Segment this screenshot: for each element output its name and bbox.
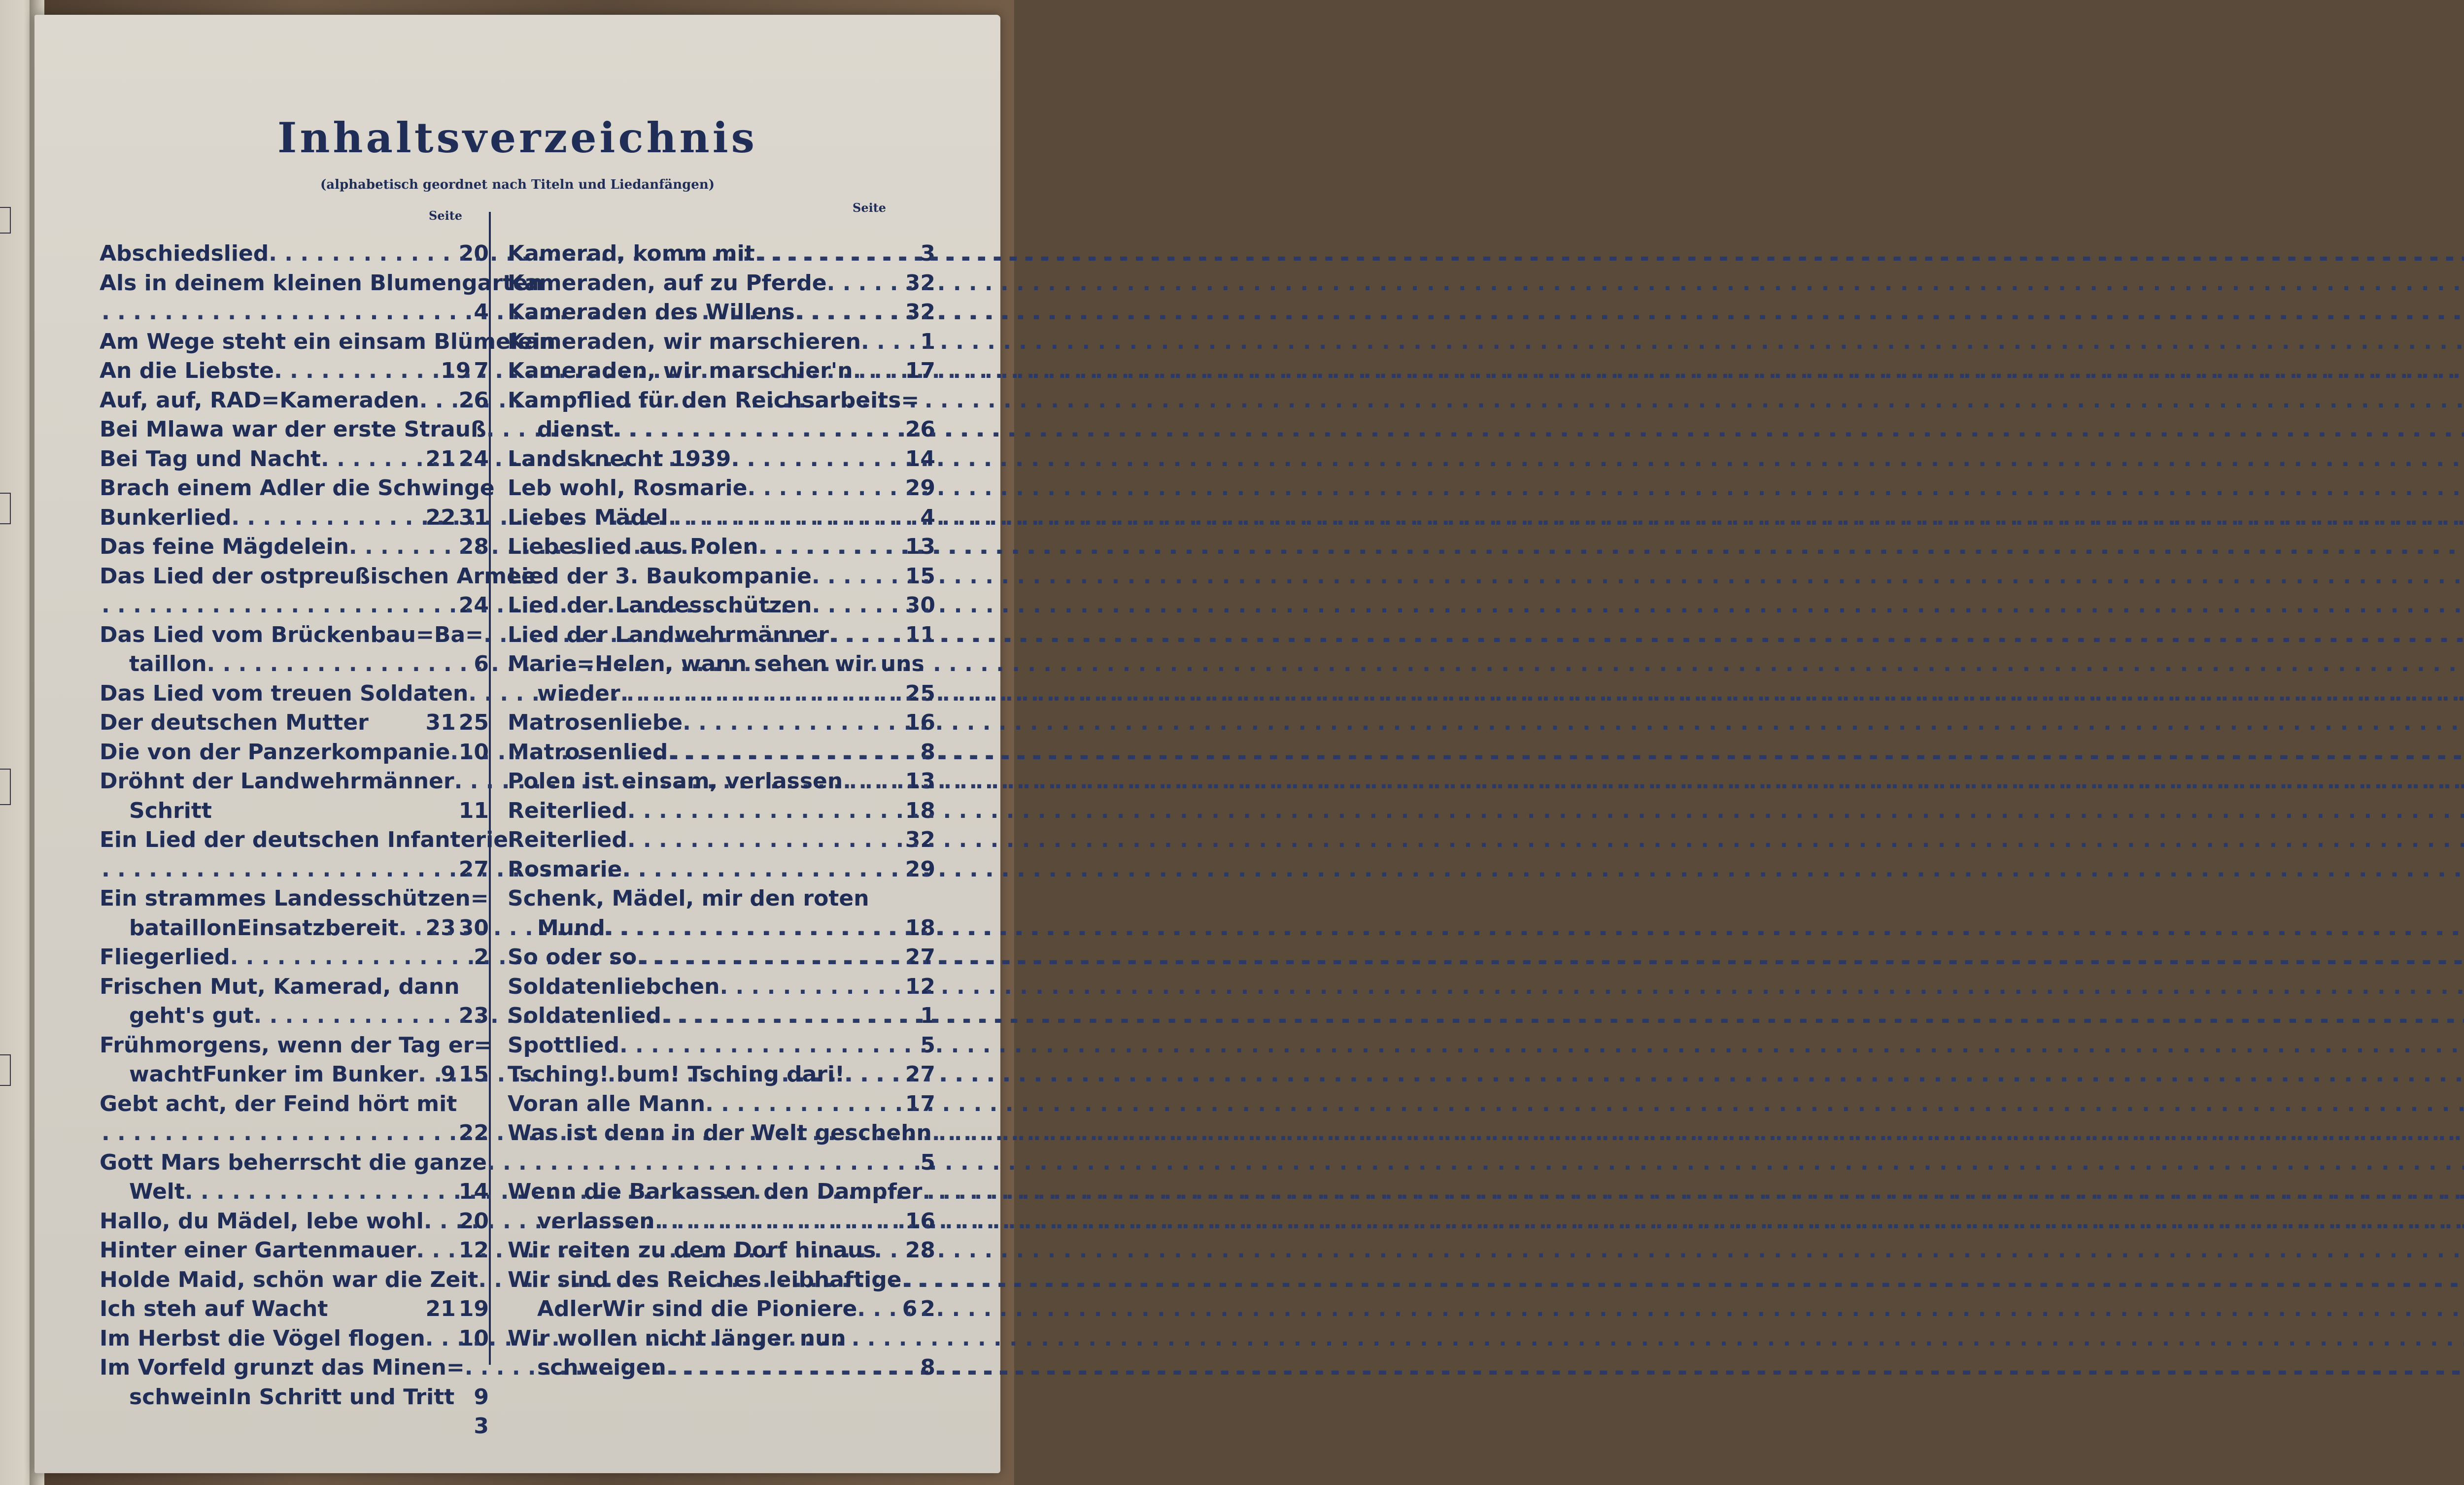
index-entry-line xyxy=(508,386,935,415)
right-column-header: Seite xyxy=(853,201,887,215)
index-entry xyxy=(508,620,935,650)
entry-dot-leader xyxy=(100,1118,489,1148)
index-entry xyxy=(508,562,935,591)
index-entry xyxy=(100,269,544,325)
entry-dot-leader xyxy=(100,356,489,386)
entry-page-number: 11 xyxy=(905,622,935,647)
entry-dot-leader xyxy=(100,884,489,913)
entry-title-continuation: bataillon xyxy=(129,915,237,941)
index-entry xyxy=(100,356,489,413)
entry-title: Lied der Landesschützen xyxy=(508,593,812,618)
entry-dot-leader xyxy=(100,825,489,855)
index-entry xyxy=(508,767,935,796)
index-entry xyxy=(508,1207,935,1263)
entry-page-number: 28 xyxy=(458,534,489,559)
entry-title-continuation: dienst xyxy=(537,417,614,442)
entry-title: Gebt acht, der Feind hört mit xyxy=(100,1091,457,1116)
entry-title: Bei Mlawa war der erste Strauß xyxy=(100,417,486,442)
entry-title: Kampflied für den Reichsarbeits= xyxy=(508,387,920,413)
entry-dot-leader xyxy=(100,943,489,972)
index-entry xyxy=(100,1060,489,1146)
entry-title-continuation: taillon xyxy=(129,651,207,676)
entry-title: Schenk, Mädel, mir den roten xyxy=(508,886,869,911)
entry-page-number: 9 xyxy=(474,1384,489,1410)
entry-dot-leader xyxy=(100,503,489,533)
entry-dot-leader xyxy=(100,473,489,503)
entry-page-number: 6 xyxy=(902,1296,918,1321)
entry-page-number: 26 xyxy=(905,417,935,442)
entry-page-number: 13 xyxy=(905,769,935,794)
entry-page-number: 19 xyxy=(458,1296,489,1321)
entry-title-continuation: verlassen xyxy=(537,1208,655,1234)
entry-dot-leader xyxy=(100,679,489,709)
index-entry xyxy=(508,1294,935,1324)
entry-title: Ein strammes Landesschützen= xyxy=(100,886,489,911)
index-entry xyxy=(508,738,935,767)
entry-dot-leader xyxy=(100,444,489,474)
entry-title: An die Liebste xyxy=(100,358,274,383)
index-entry-line xyxy=(508,1236,935,1292)
entry-dot-leader xyxy=(100,1001,489,1031)
entry-page-number: 10 xyxy=(458,739,489,765)
entry-dot-leader xyxy=(100,298,489,327)
index-entry xyxy=(508,415,935,444)
entry-page-number: 26 xyxy=(458,387,489,413)
entry-page-number: 30 xyxy=(905,593,935,618)
entry-title: Liebeslied aus Polen xyxy=(508,534,758,559)
entry-title: Soldatenlied xyxy=(508,1003,661,1028)
entry-page-number: 22 xyxy=(425,505,456,530)
entry-page-number: 21 xyxy=(425,446,456,472)
index-entry xyxy=(100,503,489,559)
entry-page-number: 27 xyxy=(905,945,935,970)
entry-dot-leader xyxy=(100,591,489,620)
index-entry xyxy=(508,473,935,503)
entry-title-continuation: Adler xyxy=(537,1296,603,1321)
entry-page-number: 16 xyxy=(905,1208,935,1234)
right-index-column xyxy=(508,239,935,1383)
index-entry-line xyxy=(508,884,935,913)
entry-title: Das Lied vom Brückenbau=Ba= xyxy=(100,622,483,647)
index-entry xyxy=(508,356,935,386)
index-entry xyxy=(100,532,536,618)
entry-title: Das feine Mägdelein xyxy=(100,534,349,559)
entry-page-number: 5 xyxy=(920,1149,935,1175)
entry-page-number: 4 xyxy=(920,505,935,530)
entry-page-number: 12 xyxy=(905,974,935,999)
entry-title: Ein Lied der deutschen Infanterie xyxy=(100,827,509,852)
entry-title: Als in deinem kleinen Blumengarten xyxy=(100,270,544,296)
entry-title: Wenn die Barkassen den Dampfer xyxy=(508,1179,923,1204)
entry-page-number: 9 xyxy=(441,1062,456,1087)
entry-title: Kameraden, wir marschieren xyxy=(508,329,861,354)
entry-dot-leader xyxy=(508,1265,935,1295)
entry-page-number: 24 xyxy=(458,446,489,472)
entry-title: Matrosenlied xyxy=(508,739,668,765)
entry-page-number: 32 xyxy=(905,300,935,325)
entry-page-number: 6 xyxy=(474,651,489,676)
entry-title: Matrosenliebe xyxy=(508,710,683,735)
left-page-mark xyxy=(0,493,11,524)
entry-title: Holde Maid, schön war die Zeit xyxy=(100,1267,479,1292)
entry-page-number: 23 xyxy=(458,1003,489,1028)
entry-title: Kamerad, komm mit xyxy=(508,241,755,266)
entry-dot-leader xyxy=(100,1060,489,1089)
entry-page-number: 32 xyxy=(905,270,935,296)
entry-page-number: 23 xyxy=(425,915,456,941)
index-entry xyxy=(100,239,489,269)
left-page-mark xyxy=(0,207,11,234)
index-entry-line xyxy=(508,1148,935,1204)
entry-dot-leader xyxy=(100,649,489,679)
entry-page-number: 4 xyxy=(474,300,489,325)
entry-page-number: 2 xyxy=(920,1296,935,1321)
entry-title: Wir reiten zu dem Dorf hinaus xyxy=(508,1238,876,1263)
entry-title-continuation: schweigen xyxy=(537,1355,666,1380)
entry-title: Voran alle Mann xyxy=(508,1091,706,1116)
entry-dot-leader xyxy=(508,1207,935,1236)
entry-page-number: 17 xyxy=(905,1091,935,1116)
index-entry xyxy=(508,532,935,562)
entry-title: Auf, auf, RAD=Kameraden xyxy=(100,387,419,413)
entry-page-number: 8 xyxy=(920,1355,935,1380)
entry-title: Tsching! bum! Tsching dari! xyxy=(508,1062,845,1087)
index-entry xyxy=(508,943,935,972)
entry-page-number: 20 xyxy=(458,241,489,266)
entry-title: Wir sind die Pioniere xyxy=(602,1296,857,1321)
index-entry xyxy=(508,503,935,533)
entry-title: Fliegerlied xyxy=(100,945,230,970)
left-page-mark xyxy=(0,1054,11,1086)
entry-dot-leader xyxy=(100,386,489,415)
entry-title: Soldatenliebchen xyxy=(508,974,720,999)
entry-title: Die von der Panzerkompanie xyxy=(100,739,450,765)
entry-page-number: 3 xyxy=(920,241,935,266)
index-entry xyxy=(508,239,935,269)
entry-title-continuation: schwein xyxy=(129,1384,228,1410)
entry-title: Bunkerlied xyxy=(100,505,232,530)
entry-title: In Schritt und Tritt xyxy=(228,1384,455,1410)
index-entry-line xyxy=(508,1324,935,1353)
entry-page-number: 3 xyxy=(474,1414,489,1439)
entry-title: Liebes Mädel xyxy=(508,505,668,530)
index-entry xyxy=(508,327,935,357)
left-page-mark xyxy=(0,769,11,805)
entry-title: Rosmarie xyxy=(508,856,622,882)
entry-page-number: 2 xyxy=(474,945,489,970)
entry-page-number: 1 xyxy=(920,1003,935,1028)
entry-title-continuation: Schritt xyxy=(129,798,212,823)
entry-title: Spottlied xyxy=(508,1032,619,1058)
entry-dot-leader xyxy=(100,620,489,650)
entry-title: Lied der Landwehrmänner xyxy=(508,622,829,647)
entry-page-number: 1 xyxy=(920,329,935,354)
entry-dot-leader xyxy=(100,1031,489,1060)
entry-title: Abschiedslied xyxy=(100,241,269,266)
entry-dot-leader xyxy=(100,738,489,767)
entry-title-continuation: Mund xyxy=(537,915,605,941)
entry-title: Frischen Mut, Kamerad, dann xyxy=(100,974,460,999)
entry-page-number: 27 xyxy=(458,856,489,882)
entry-title: Hallo, du Mädel, lebe wohl xyxy=(100,1208,424,1234)
index-entry xyxy=(508,825,935,855)
entry-dot-leader xyxy=(100,855,489,884)
entry-title: Lied der 3. Baukompanie xyxy=(508,563,812,589)
entry-page-number: 32 xyxy=(905,827,935,852)
entry-dot-leader xyxy=(100,415,489,444)
entry-page-number: 29 xyxy=(905,475,935,501)
index-entry xyxy=(508,796,935,826)
entry-dot-leader xyxy=(100,1265,489,1295)
index-entry xyxy=(508,1060,935,1089)
index-entry xyxy=(508,298,935,327)
index-entry-line xyxy=(508,649,935,679)
entry-title: Am Wege steht ein einsam Blümelein xyxy=(100,329,556,354)
entry-page-number: 25 xyxy=(458,710,489,735)
index-entry xyxy=(508,444,935,474)
entry-page-number: 24 xyxy=(458,593,489,618)
entry-title: Das Lied der ostpreußischen Armee xyxy=(100,563,536,589)
entry-page-number: 15 xyxy=(905,563,935,589)
entry-page-number: 27 xyxy=(905,1062,935,1087)
index-entry xyxy=(508,1177,935,1234)
entry-title: Einsatzbereit xyxy=(237,915,399,941)
entry-title: Funker im Bunker xyxy=(202,1062,418,1087)
left-column-header: Seite xyxy=(429,208,463,223)
entry-page-number: 12 xyxy=(458,1238,489,1263)
entry-title: Leb wohl, Rosmarie xyxy=(508,475,748,501)
entry-page-number: 14 xyxy=(905,446,935,472)
entry-title: Frühmorgens, wenn der Tag er= xyxy=(100,1032,492,1058)
entry-title: Hinter einer Gartenmauer xyxy=(100,1238,416,1263)
entry-title: Ich steh auf Wacht xyxy=(100,1296,328,1321)
entry-title: Dröhnt der Landwehrmänner xyxy=(100,769,454,794)
entry-page-number: 10 xyxy=(458,1325,489,1351)
entry-page-number: 29 xyxy=(905,856,935,882)
index-entry xyxy=(508,1353,935,1383)
index-entry xyxy=(508,913,935,943)
page-subtitle: (alphabetisch geordnet nach Titeln und Liedanfängen) xyxy=(320,177,715,192)
index-entry xyxy=(508,269,935,298)
entry-page-number: 22 xyxy=(458,1120,489,1146)
index-entry xyxy=(508,1001,935,1031)
index-entry xyxy=(508,708,935,738)
entry-page-number: 7 xyxy=(474,358,489,383)
entry-title-continuation: geht's gut xyxy=(129,1003,254,1028)
entry-dot-leader xyxy=(100,1353,489,1383)
entry-dot-leader xyxy=(100,327,489,357)
entry-page-number: 31 xyxy=(425,710,456,735)
index-entry xyxy=(508,1031,935,1060)
entry-title: Wir wollen nicht länger nun xyxy=(508,1325,846,1351)
index-entry xyxy=(508,855,935,884)
index-entry xyxy=(508,1089,935,1119)
entry-title: Landsknecht 1939 xyxy=(508,446,731,472)
entry-title: Kameraden, auf zu Pferde xyxy=(508,270,827,296)
entry-dot-leader xyxy=(100,1207,489,1236)
entry-title: Brach einem Adler die Schwinge xyxy=(100,475,495,501)
page-title: Inhaltsverzeichnis xyxy=(277,113,757,162)
book-page xyxy=(34,15,1000,1473)
entry-page-number: 25 xyxy=(905,680,935,706)
entry-title: Kameraden des Willens xyxy=(508,300,795,325)
entry-dot-leader xyxy=(100,1324,489,1353)
entry-page-number: 28 xyxy=(905,1238,935,1263)
left-index-column xyxy=(100,239,556,1441)
entry-page-number: 16 xyxy=(905,710,935,735)
entry-dot-leader xyxy=(100,1236,489,1265)
entry-page-number: 31 xyxy=(458,505,489,530)
entry-page-number: 30 xyxy=(458,915,489,941)
entry-page-number: 21 xyxy=(425,1296,456,1321)
entry-title-continuation: Welt xyxy=(129,1179,185,1204)
index-entry xyxy=(508,591,935,620)
entry-page-number: 8 xyxy=(920,739,935,765)
index-entry xyxy=(508,972,935,1002)
entry-title: Bei Tag und Nacht xyxy=(100,446,321,472)
entry-title: Wir sind des Reiches leibhaftige xyxy=(508,1267,902,1292)
index-entry xyxy=(508,679,935,709)
index-entry xyxy=(508,1118,935,1175)
entry-page-number: 17 xyxy=(905,358,935,383)
entry-page-number: 18 xyxy=(905,915,935,941)
entry-title-continuation: wacht xyxy=(129,1062,203,1087)
entry-title: Kameraden, wir marschier'n xyxy=(508,358,853,383)
entry-title: Was ist denn in der Welt geschehn xyxy=(508,1120,932,1146)
entry-page-number: 18 xyxy=(905,798,935,823)
entry-dot-leader xyxy=(508,1177,935,1207)
entry-page-number: 14 xyxy=(458,1179,489,1204)
entry-page-number: 19 xyxy=(441,358,471,383)
entry-title: So oder so xyxy=(508,945,637,970)
entry-title: Reiterlied xyxy=(508,827,627,852)
entry-dot-leader xyxy=(100,532,489,562)
entry-title-continuation: wieder xyxy=(537,680,620,706)
entry-title: Gott Mars beherrscht die ganze xyxy=(100,1149,487,1175)
entry-title: Das Lied vom treuen Soldaten xyxy=(100,680,469,706)
entry-title: Im Vorfeld grunzt das Minen= xyxy=(100,1355,465,1380)
entry-dot-leader xyxy=(100,1148,489,1178)
entry-title: Im Herbst die Vögel flogen xyxy=(100,1325,425,1351)
entry-page-number: 20 xyxy=(458,1208,489,1234)
entry-title: Der deutschen Mutter xyxy=(100,710,369,735)
entry-dot-leader xyxy=(100,767,489,796)
entry-page-number: 13 xyxy=(905,534,935,559)
index-entry xyxy=(100,327,489,383)
entry-page-number: 11 xyxy=(458,798,489,823)
entry-page-number: 5 xyxy=(920,1032,935,1058)
entry-title: Reiterlied xyxy=(508,798,627,823)
entry-dot-leader xyxy=(100,1177,489,1207)
entry-title: Marie=Helen, wann sehen wir uns xyxy=(508,651,924,676)
entry-title: Polen ist einsam, verlassen xyxy=(508,769,843,794)
entry-page-number: 15 xyxy=(458,1062,489,1087)
